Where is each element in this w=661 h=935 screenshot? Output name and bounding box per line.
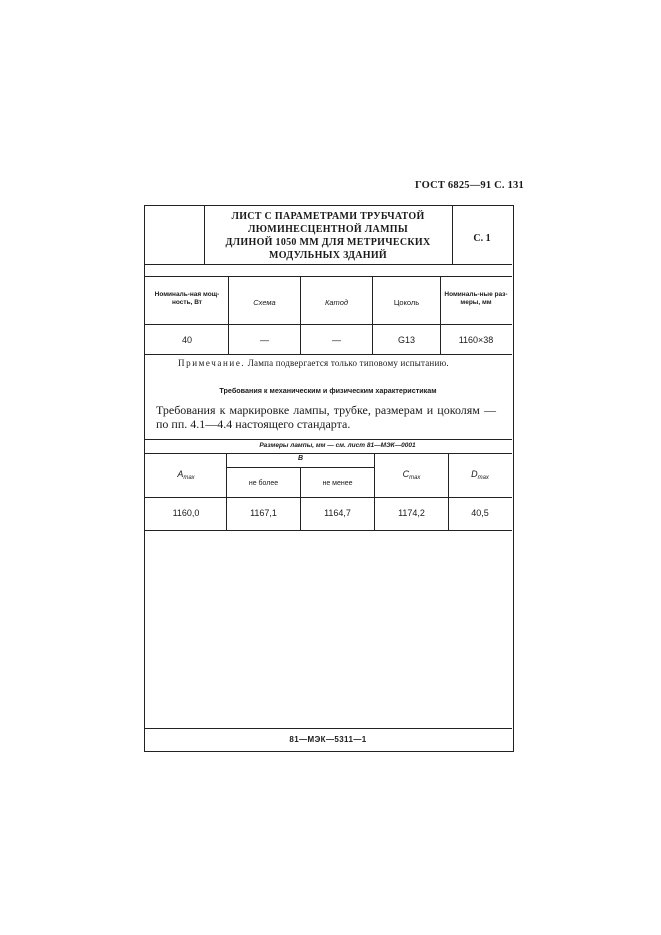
page-reference: ГОСТ 6825—91 С. 131 [415,180,524,191]
header-a-max [150,469,222,481]
note-label: Примечание. [178,358,246,368]
dims-bottom-rule [145,530,512,531]
header-scheme: Схема [253,298,276,307]
title-line: МОДУЛЬНЫХ ЗДАНИЙ [268,250,388,261]
sheet-number: С. 1 [473,233,491,244]
header-b-not-less: не менее [322,480,353,487]
requirements-text: Требования к маркировке лампы, трубке, размерам и цоколям — по пп. 4.1—4.4 настоящего стандарта. [156,403,496,431]
dims-col-divider [226,454,227,530]
header-a-sub: max [183,475,195,481]
title-line: ЛИСТ С ПАРАМЕТРАМИ ТРУБЧАТОЙ [231,211,425,222]
dims-top-rule [145,439,512,440]
params-bottom-rule [145,354,512,355]
header-b: B [297,455,304,462]
header-base: Цоколь [393,298,420,307]
params-header-rule [145,324,512,325]
value-c: 1174,2 [398,508,425,518]
title-bottom-rule [145,264,512,265]
header-power: Номиналь-ная мощ-ность, Вт [154,291,220,306]
requirements-title: Требования к механическим и физическим характеристикам [219,386,437,395]
dims-col-divider [300,468,301,530]
value-a: 1160,0 [172,508,200,518]
sheet-code: 81—МЭК—5311—1 [289,735,367,744]
note-text: Лампа подвергается только типовому испытанию. [247,358,449,368]
header-cathode: Катод [324,298,349,307]
header-a-letter: A [177,469,184,479]
dims-caption-rule [145,453,512,454]
value-cathode: — [332,335,341,345]
title-line: ДЛИНОЙ 1050 ММ ДЛЯ МЕТРИЧЕСКИХ [225,237,431,248]
footer-rule [145,728,512,729]
header-dimensions: Номиналь-ные раз-меры, мм [444,291,508,306]
dims-header-rule [145,497,512,498]
sheet-title [205,210,451,262]
header-d-letter: D [471,469,478,479]
header-c-letter: C [402,469,410,479]
header-b-not-more: не более [248,480,279,487]
header-d-sub: max [477,475,489,481]
value-b-max: 1167,1 [250,508,277,518]
dims-caption: Размеры лампы, мм — см. лист 81—МЭК—0001 [259,442,416,449]
header-c-max [375,469,448,481]
value-scheme: — [260,335,269,345]
header-d-max [449,469,511,481]
value-base: G13 [397,335,415,345]
dims-col-divider [448,454,449,530]
note [178,358,449,368]
value-d: 40,5 [471,508,489,518]
title-line: ЛЮМИНЕСЦЕНТНОЙ ЛАМПЫ [247,224,409,235]
value-b-min: 1164,7 [324,508,351,518]
params-top-rule [145,276,512,277]
value-power: 40 [181,335,192,345]
header-c-sub: max [409,475,421,481]
value-dimensions: 1160×38 [458,335,494,345]
dims-col-divider [374,454,375,530]
